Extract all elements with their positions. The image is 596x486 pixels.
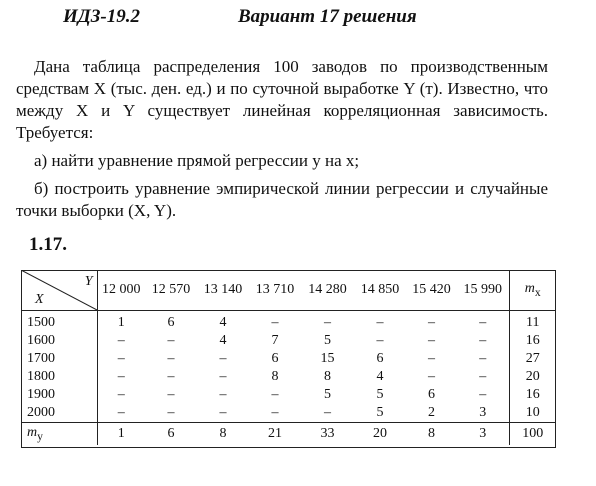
- problem-number: 1.17.: [29, 234, 67, 255]
- table-cell: –: [479, 387, 487, 402]
- row-mx-total: 27: [509, 350, 556, 368]
- table-cell: 4: [376, 369, 384, 384]
- column-header: 14 280: [301, 270, 354, 311]
- table-cell: 3: [479, 405, 487, 420]
- table-row: [21, 311, 556, 333]
- row-header-my: [21, 423, 97, 446]
- table-cell: –: [219, 351, 227, 366]
- column-my-total: 20: [354, 423, 406, 446]
- table-row: [21, 368, 556, 386]
- table-cell: –: [271, 315, 279, 330]
- table-cell: –: [117, 387, 125, 402]
- correlation-table: [21, 270, 556, 445]
- table-cell: –: [479, 315, 487, 330]
- table-cell: –: [117, 351, 125, 366]
- corner-x-label: X: [35, 292, 44, 307]
- column-header: 12 570: [145, 270, 197, 311]
- table-cell: 4: [219, 333, 227, 348]
- column-header: 15 990: [457, 270, 509, 311]
- column-header: 13 710: [249, 270, 301, 311]
- task-statement: [16, 56, 548, 222]
- table-cell: 5: [324, 333, 331, 348]
- table-cell: –: [167, 405, 175, 420]
- column-my-total: 21: [249, 423, 301, 446]
- column-my-total: 8: [406, 423, 457, 446]
- table-cell: –: [271, 387, 279, 402]
- row-x-value: 1500: [21, 311, 97, 333]
- corner-y-label: Y: [84, 274, 93, 289]
- table-cell: 6: [271, 351, 279, 366]
- table-corner-cell: [21, 270, 97, 311]
- column-header-mx: [509, 270, 556, 311]
- column-header: 13 140: [197, 270, 249, 311]
- table-cell: 7: [271, 333, 279, 348]
- table-cell: –: [428, 351, 435, 366]
- table-cell: –: [376, 333, 384, 348]
- row-x-value: 1800: [21, 368, 97, 386]
- table-cell: 2: [428, 405, 435, 420]
- row-x-value: 2000: [21, 404, 97, 423]
- task-item-a: а) найти уравнение прямой регрессии y на x;: [34, 151, 360, 170]
- column-header: 15 420: [406, 270, 457, 311]
- table-cell: –: [271, 405, 279, 420]
- table-cell: 5: [376, 387, 384, 402]
- mx-symbol: m: [524, 281, 535, 297]
- table-cell: –: [479, 351, 487, 366]
- table-cell: 8: [271, 369, 279, 384]
- my-symbol: m: [27, 425, 38, 441]
- variant-title: Вариант 17 решения: [238, 6, 417, 27]
- row-x-value: 1900: [21, 386, 97, 404]
- table-cell: –: [428, 315, 435, 330]
- row-mx-total: 11: [509, 311, 556, 333]
- row-mx-total: 20: [509, 368, 556, 386]
- row-mx-total: 10: [509, 404, 556, 423]
- column-my-total: 6: [145, 423, 197, 446]
- table-cell: –: [479, 369, 487, 384]
- table-cell: –: [117, 405, 125, 420]
- row-mx-total: 16: [509, 332, 556, 350]
- mx-subscript: x: [534, 285, 541, 299]
- assignment-id: ИДЗ-19.2: [63, 6, 141, 27]
- table-cell: –: [219, 405, 227, 420]
- table-cell: –: [117, 333, 125, 348]
- task-paragraph: Дана таблица распределения 100 заводов по производственным средствам X (тыс. ден. ед.) и по суточной выработке Y (т). Известно, что между X и Y существует линейная корреляционная зависимость. Требуется:: [16, 57, 548, 142]
- table-cell: –: [479, 333, 487, 348]
- table-row: [21, 404, 556, 423]
- table-cell: 6: [167, 315, 175, 330]
- table-cell: –: [376, 315, 384, 330]
- grand-total: 100: [509, 423, 556, 446]
- my-subscript: y: [37, 429, 43, 443]
- table-cell: 5: [324, 387, 331, 402]
- column-header: 12 000: [97, 270, 145, 311]
- task-item-b: б) построить уравнение эмпирической линии регрессии и случайные точки выборки (X, Y).: [16, 179, 548, 220]
- table-cell: –: [167, 387, 175, 402]
- row-x-value: 1600: [21, 332, 97, 350]
- table-cell: 15: [320, 351, 335, 366]
- table-cell: –: [219, 369, 227, 384]
- table-row: [21, 332, 556, 350]
- column-header: 14 850: [354, 270, 406, 311]
- table-cell: 5: [376, 405, 384, 420]
- table-cell: –: [117, 369, 125, 384]
- page-header: [0, 6, 596, 34]
- table-row: [21, 350, 556, 368]
- table-row: [21, 386, 556, 404]
- row-mx-total: 16: [509, 386, 556, 404]
- table-cell: –: [167, 351, 175, 366]
- column-my-total: 33: [301, 423, 354, 446]
- table-cell: 4: [219, 315, 227, 330]
- table-cell: 6: [428, 387, 435, 402]
- table-cell: –: [167, 369, 175, 384]
- table-cell: –: [219, 387, 227, 402]
- column-my-total: 1: [97, 423, 145, 446]
- table-cell: 8: [324, 369, 331, 384]
- table-cell: –: [428, 369, 435, 384]
- column-my-total: 8: [197, 423, 249, 446]
- column-my-total: 3: [457, 423, 509, 446]
- table-cell: –: [428, 333, 435, 348]
- table-cell: 1: [117, 315, 125, 330]
- table-cell: –: [324, 315, 331, 330]
- table-cell: –: [167, 333, 175, 348]
- table-cell: 6: [376, 351, 384, 366]
- row-x-value: 1700: [21, 350, 97, 368]
- table-cell: –: [324, 405, 331, 420]
